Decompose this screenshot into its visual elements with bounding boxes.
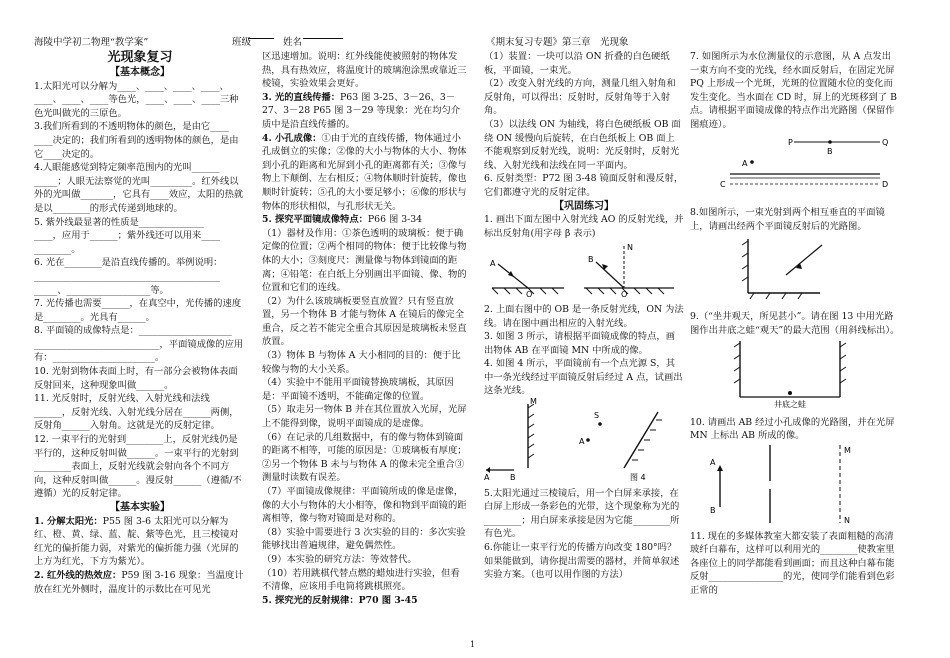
text-line: （3）以法线 ON 为轴线，将白色硬纸板 OB 面绕 ON 缓慢向后旋转，在白色纸板上 OB 面上不能观察到反射光线，说明：光反射时，反射光线、入射光线和法线在同一平面内。: [484, 118, 681, 171]
svg-text:B: B: [588, 255, 594, 265]
svg-text:N: N: [627, 243, 633, 253]
text-line: _____；人眼无法察觉的光叫_________。红外线以外的光叫做_______，它具有____效应，太阳的热就是以________的形式传递到地球的。: [34, 175, 244, 214]
q3-q4-diagrams: [484, 398, 684, 482]
svg-text:B: B: [710, 505, 716, 515]
experiment-2: 2. 红外线的热效应：P59 图 3-16 现象：当温度计放在红光外侧时，温度计的示数比在可见光: [34, 569, 244, 595]
section-basic-concepts: 【基本概念】: [110, 67, 170, 78]
svg-text:井底之蛙: 井底之蛙: [774, 400, 806, 410]
text-line: （6）在记录的几组数据中，有的像与物体到镜面的距离不相等，可能的原因是：①玻璃板有厚度；②另一个物体 B 未与与物体 A 的像未完全重合③测量时读数有误差。: [262, 431, 467, 484]
svg-text:A: A: [710, 457, 716, 467]
text-line: _____、__________________等。: [34, 284, 169, 296]
text-line: 8. 平面镜的成像特点是：____________________: [34, 325, 232, 337]
text-line: 5. 紫外线最显著的性质是______________: [34, 216, 204, 228]
class-blank: [248, 38, 274, 39]
column-1: [34, 50, 246, 640]
text-line: （3）物体 B 与物体 A 大小相同的目的：便于比较像与物的大小关系。: [262, 350, 461, 375]
svg-text:Q: Q: [882, 137, 889, 147]
text-line: 3.我们所看到的不透明物体的颜色，是由它____: [34, 121, 229, 133]
column-3: [484, 50, 684, 640]
column-4: [690, 50, 900, 640]
text-line: 11. 光反射时，反射光线、入射光线和法线______，反射光线、入射光线分居在______两侧，反射角______入射角。这就是光的反射定律。: [34, 393, 239, 432]
question-9: 9.（“坐井观天，所见甚小”。请在图 13 中用光路图作出井底之蛙“观天”的最大范围（用斜线标出）。: [690, 310, 900, 336]
question-11: 11. 现在的多媒体教室大都安装了表面粗糙的高清玻纤白幕布，这样可以利用光的________使教室里各座位上的同学都能看到画面；而且这种白幕布能反射________________的光，使同学们能看到色彩正常的: [690, 530, 895, 596]
text-line: （2）改变入射光线的方向，测量几组入射角和反射角，可以得出：反射时，反射角等于入射角。: [484, 78, 676, 117]
text-line: ___________________________，平面镜成像的应用有：______________________。: [34, 338, 244, 364]
text-line: （4）实验中不能用平面镜替换玻璃板，其原因是：平面镜不透明，不能确定像的位置。: [262, 377, 454, 402]
page-header: [0, 0, 950, 48]
experiment-1: 1. 分解太阳光：P55 图 3-6 太阳光可以分解为红、橙、黄、绿、蓝、靛、紫等色光，且三棱镜对红光的偏折能力弱，对紫光的偏折能力强（光屏的上方为红光，下方为紫光）。: [34, 515, 239, 568]
svg-text:A: A: [742, 158, 748, 168]
svg-text:M: M: [844, 445, 851, 455]
q9-diagram: [690, 337, 890, 411]
q1-diagram: [490, 259, 564, 298]
section-basic-experiments: 【基本实验】: [110, 502, 170, 513]
svg-text:O: O: [526, 290, 533, 299]
section-practice: 【巩固练习】: [554, 200, 614, 212]
q7-diagram: [690, 132, 890, 202]
text-line: （2）为什么该玻璃板要竖直放置？只有竖直放置，另一个物体 B 才能与物体 A 在镜后的像完全重合，反之若不能完全重合其原因是玻璃板未竖直放置。: [262, 295, 467, 348]
name-label: 姓名: [283, 37, 303, 48]
question-6: 6.你能让一束平行光的传播方向改变 180°吗？如果能做到，请你提出需要的器材，并简单叙述实验方案。（也可以用作图的方法）: [484, 542, 680, 581]
svg-text:A: A: [579, 437, 585, 447]
text-line: ____决定的；我们所看到的透明物体的颜色，是由它____决定的。: [34, 134, 239, 160]
text-line: 7. 光传播也需要______，在真空中，光传播的速度是________。光具有______。: [34, 298, 242, 323]
text-line: （8）实验中需要进行 3 次实验的目的：多次实验能够找出普遍规律，避免偶然性。: [262, 526, 466, 552]
text-line: 6. 光在________是沿直线传播的。举例说明：: [34, 257, 223, 269]
text-line: 10. 光射到物体表面上时，有一部分会被物体表面反射回来，这种现象叫做______。: [34, 366, 238, 391]
q8-diagram: [690, 233, 890, 305]
svg-text:A: A: [484, 473, 490, 483]
text-line: 1.太阳光可以分解为____、____、____、____、____、____、____等色光，____、____、____三种色光叫做光的三原色。: [34, 80, 239, 119]
reflection-experiment-points: [484, 50, 684, 200]
text-line: （1）装置：一块可以沿 ON 折叠的白色硬纸板，平面镜，一束光。: [484, 51, 670, 76]
svg-text:B: B: [827, 146, 833, 156]
svg-text:M: M: [530, 398, 537, 407]
q10-diagram: [690, 443, 890, 525]
name-blank: [303, 38, 343, 39]
question-10: 10. 请画出 AB 经过小孔成像的光路图，并在光屏 MN 上标出 AB 所成的像。: [690, 416, 895, 442]
school-name: 海陵中学初二物理“教学案”: [34, 37, 149, 48]
text-line: ________。: [34, 243, 81, 255]
svg-text:A: A: [490, 259, 496, 269]
svg-text:B: B: [510, 473, 516, 483]
text-line: （7）平面镜成像规律：平面镜所成的像是虚像，像的大小与物体的大小相等，像和物到平面镜的距离相等，像与物对镜面是对称的。: [262, 486, 467, 525]
svg-text:S: S: [594, 411, 600, 421]
mirror-experiment-points: [262, 227, 468, 594]
q3-diagram: [484, 398, 537, 482]
svg-text:C: C: [720, 179, 726, 189]
main-title: 光现象复习: [107, 50, 173, 65]
experiment-5-title: 5. 探究平面镜成像特点：P66 图 3-34: [262, 214, 423, 226]
q1-q2-diagrams: [484, 240, 684, 298]
question-8: 8.如图所示，一束光射到两个相互垂直的平面镜上，请画出经两个平面镜反射后的光路图。: [690, 207, 885, 232]
svg-text:O: O: [621, 290, 628, 299]
text-line: 12. 一束平行的光射到________上，反射光线仍是平行的，这种反射叫做______。一束平行的光射到________表面上，反射光线就会射向各个不同方向，这种反射叫做______。漫反射______（遵循/不遵循）光的反射定律。: [34, 434, 242, 500]
topic-label: 《期末复习专题》第三章 光现象: [486, 37, 629, 48]
text-line: ____，应用于______；紫外线还可以用来____: [34, 230, 220, 242]
experiment-6-title: 5. 探究光的反射规律：P70 图 3-45: [262, 594, 418, 606]
text-line: 6. 反射类型：P72 图 3-48 镜面反射和漫反射，它们都遵守光的反射定律。: [484, 173, 684, 198]
q2-diagram: [584, 243, 674, 298]
text-line: （1）器材及作用：①茶色透明的玻璃板：便于确定像的位置；②两个相同的物体：便于比较像与物体的大小；③刻度尺：测量像与物体到镜面的距离；④铅笔：在白纸上分别画出平面镜、像、物的位置和它们的连线。: [262, 227, 467, 294]
question-5: 5.太阳光通过三棱镜后，用一个白屏来承接，在白屏上形成一条彩色的光带，这个现象称为光的________；用白屏来承接是因为它能________所有色光。: [484, 487, 680, 540]
concept-questions: [34, 80, 246, 501]
column-2: [262, 50, 468, 640]
text-line: （10）若用跳棋代替点燃的蜡烛进行实验，但看不清像，应该用手电筒将跳棋照亮。: [262, 567, 460, 593]
svg-text:N: N: [844, 515, 850, 525]
text-line: ________________________________________: [34, 270, 220, 282]
q4-diagram: [579, 411, 662, 482]
svg-text:图 4: 图 4: [630, 473, 646, 483]
question-1: 1. 画出下面左图中入射光线 AO 的反射光线，并标出反射角(用字母 β 表示): [484, 214, 684, 239]
page-number: 1: [470, 640, 476, 649]
text-line: （9）本实验的研究方法：等效替代。: [262, 553, 417, 565]
svg-text:D: D: [882, 179, 889, 189]
experiment-3: 3. 光的直线传播：P63 图 3-25、3－26、3－27、3－28 P65 图 3－29 等现象：光在均匀介质中是沿直线传播的。: [262, 91, 461, 130]
text-line: （5）取走另一物体 B 并在其位置放入光屏，光屏上不能得到像，说明平面镜成的是虚像。: [262, 404, 467, 430]
ir-result-text: 区迅速增加。说明：红外线能使被照射的物体发热，具有热效应，将温度计的玻璃泡涂黑或靠近三棱镜，实验效果会更好。: [262, 51, 467, 90]
question-7: 7. 如图所示为水位测量仪的示意图，从 A 点发出一束方向不变的光线，经水面反射后，在固定光屏 PQ 上形成一个光斑，光斑的位置随水位的变化而发生变化。当水面在 CD 时，屏上的光斑移到了 B 点。请根据平面镜成像的特点作出光路图（保留作图痕迹）。: [690, 51, 897, 130]
question-4: 4. 如图 4 所示，平面镜前有一个点光源 S，其中一条光线经过平面镜反射后经过 A 点，试画出这条光线。: [484, 358, 683, 397]
experiment-4: 4. 小孔成像：①由于光的直线传播，物体通过小孔成倒立的实像；②像的大小与物体的大小、物体到小孔的距离和光屏到小孔的距离都有关；③像与物上下颠倒、左右相反；④物体顺时针旋转，像也顺时针旋转；⑤孔的大小要足够小；⑥像的形状与物体的形状相似，与孔形状无关。: [262, 132, 467, 212]
question-3: 3. 如图 3 所示，请根据平面镜成像的特点，画出物体 AB 在平面镜 MN 中所成的像。: [484, 331, 675, 356]
class-label: 班级: [232, 37, 252, 48]
svg-text:P: P: [788, 137, 793, 147]
text-line: 4.人眼能感觉到特定频率范围内的光叫______: [34, 162, 220, 174]
question-2: 2. 上面右图中的 OB 是一条反射光线，ON 为法线。请在图中画出相应的入射光线。: [484, 303, 684, 329]
